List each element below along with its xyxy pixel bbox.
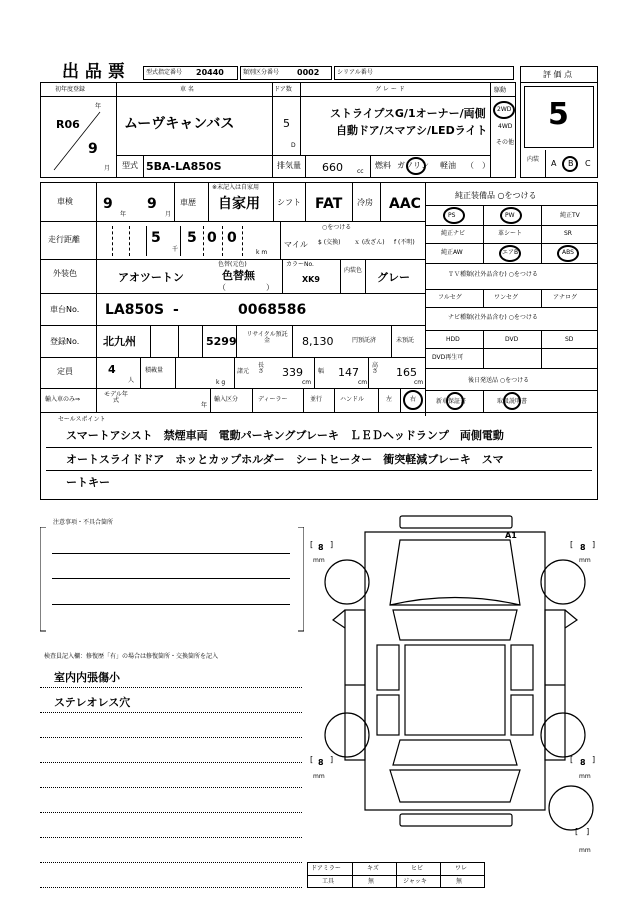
later-warranty: 新車保証書 xyxy=(436,398,467,405)
later-manual: 取扱説明書 xyxy=(497,398,528,405)
notes-line xyxy=(52,553,290,554)
mile-opt-unknown: f (不明) xyxy=(394,239,415,246)
drive-2wd: 2WD xyxy=(497,106,512,113)
grade-line-2: 自動ドア/スマアシ/LEDライト xyxy=(336,124,488,137)
type-label: 型式 xyxy=(122,161,138,170)
import-dealer: ディーラー xyxy=(258,396,288,403)
footer-mirror: ドアミラー xyxy=(311,865,341,872)
import-only-label: 輸入車のみ⇒ xyxy=(45,396,81,403)
shift-value: FAT xyxy=(315,196,343,212)
fuel-gasoline: ガソリン xyxy=(397,161,429,170)
footer-tools-value: 無 xyxy=(368,878,375,885)
km-unit: k m xyxy=(256,249,268,256)
navi-dvd: DVD xyxy=(505,336,519,343)
equip-abs: ABS xyxy=(562,249,574,256)
handle-label: ハンドル xyxy=(340,396,365,403)
tv-title: ＴＶ種類(社外品含む) ○をつける xyxy=(448,271,538,278)
ext-color-value: アオツートン xyxy=(118,271,184,284)
thousand-unit: 千 xyxy=(172,246,179,253)
dvd-label: DVD再生可 xyxy=(432,354,464,361)
shift-label: シフト xyxy=(277,198,301,207)
equip-pw-circle xyxy=(500,207,522,224)
equip-leather: 革シート xyxy=(498,230,523,237)
width-value: 147 xyxy=(338,366,359,379)
evaluation-label: 評 価 点 xyxy=(543,70,573,79)
mileage-digit-3: 5 xyxy=(151,230,161,246)
inspector-line-1: 室内内張傷小 xyxy=(54,671,120,684)
interior-grade-b: B xyxy=(568,159,574,168)
year-unit: 年 xyxy=(95,103,102,110)
selling-line-3: ートキー xyxy=(66,476,110,489)
handle-right-circle xyxy=(403,390,423,410)
int-color-value: グレー xyxy=(377,271,410,284)
mileage-note: ○をつける xyxy=(322,224,352,231)
equip-navi: 純正ナビ xyxy=(441,230,466,237)
mile-opt-tamper: ｘ (改ざん) xyxy=(354,239,385,246)
first-reg-label: 初年度登録 xyxy=(55,86,86,93)
form-title: 出 品 票 xyxy=(62,62,125,82)
cc-unit: cc xyxy=(357,168,364,175)
tread-front-left: 8 xyxy=(318,543,324,552)
interior-grade-c: C xyxy=(585,159,591,168)
notes-frame xyxy=(40,527,304,637)
inspection-year: 9 xyxy=(103,196,113,212)
mileage-label: 走行距離 xyxy=(48,235,80,244)
person-unit: 人 xyxy=(128,377,135,384)
fuel-label: 燃料 xyxy=(375,161,391,170)
grade-line-1: ストライプスG/1オーナー/両側 xyxy=(330,107,486,120)
doors-value: 5 xyxy=(283,117,290,130)
load-label: 積載量 xyxy=(145,367,164,374)
navi-sd: SD xyxy=(565,336,574,343)
handle-left: 左 xyxy=(386,396,393,403)
footer-tools: 工具 xyxy=(322,878,335,885)
footer-jack-value: 無 xyxy=(456,878,463,885)
door-d: D xyxy=(291,142,296,149)
first-reg-slash xyxy=(50,108,110,174)
car-name-label: 車 名 xyxy=(180,86,194,93)
plate-no: 5299 xyxy=(206,335,237,348)
later-title: 後日発送品 ○をつける xyxy=(468,377,530,384)
first-reg-month: 9 xyxy=(88,141,98,157)
width-label: 幅 xyxy=(318,368,325,375)
dims-label: 諸元 xyxy=(237,368,250,375)
length-value: 339 xyxy=(282,366,303,379)
repaint-label: 色替(元色) xyxy=(218,261,247,268)
recycle-value: 8,130 xyxy=(302,335,334,348)
equip-aw: 純正AW xyxy=(441,249,463,256)
mileage-digit-6: 0 xyxy=(227,230,237,246)
evaluation-score: 5 xyxy=(548,97,569,132)
history-value: 自家用 xyxy=(218,196,260,212)
model-year-label: モデル年式 xyxy=(104,391,128,404)
equip-pw: PW xyxy=(505,212,515,219)
type-value: 5BA-LA850S xyxy=(146,160,222,173)
interior-label: 内装 xyxy=(527,156,540,163)
tv-oneseg: ワンセグ xyxy=(494,294,519,301)
later-manual-circle xyxy=(503,392,521,410)
mile-opt-exchange: $ (交換) xyxy=(318,239,341,246)
selling-line-1: スマートアシスト 禁煙車両 電動パーキングブレーキ ＬＥＤヘッドランプ 両側電動 xyxy=(66,429,504,442)
drive-2wd-circle xyxy=(493,101,515,119)
inspection-month: 9 xyxy=(147,196,157,212)
displacement-value: 660 xyxy=(322,161,343,174)
model-year-unit: 年 xyxy=(201,402,208,409)
ac-label: 冷房 xyxy=(357,198,373,207)
ext-color-label: 外装色 xyxy=(53,269,77,278)
month-unit: 月 xyxy=(104,165,111,172)
tv-fullseg: フルセグ xyxy=(438,294,462,301)
equip-title: 純正装備品 ○をつける xyxy=(455,191,537,200)
capacity-label: 定員 xyxy=(57,367,73,376)
int-color-label: 内装色 xyxy=(344,267,363,274)
color-no-value: XK9 xyxy=(302,275,320,284)
first-reg-year: R06 xyxy=(56,118,80,131)
plate-label: 登録No. xyxy=(50,337,80,346)
import-parallel: 並行 xyxy=(310,396,323,403)
notes-line xyxy=(52,578,290,579)
drive-other: その他 xyxy=(496,139,515,146)
damage-code-a1: A1 xyxy=(505,531,517,540)
length-cm: cm xyxy=(302,379,312,386)
model-cert-label: 型式指定番号 xyxy=(146,69,183,76)
tread-front-right: 8 xyxy=(580,543,586,552)
insp-year-unit: 年 xyxy=(120,211,127,218)
later-warranty-circle xyxy=(446,392,464,410)
navi-title: ナビ種類(社外品含む) ○をつける xyxy=(448,314,538,321)
notes-line xyxy=(52,604,290,605)
width-cm: cm xyxy=(358,379,368,386)
repaint-value: 色替無 xyxy=(222,269,255,282)
footer-break: ワレ xyxy=(455,865,468,872)
capacity-value: 4 xyxy=(108,363,116,376)
fuel-diesel: 軽油 xyxy=(440,161,456,170)
tread-fr-mm: mm xyxy=(579,557,591,564)
inspector-label: 検査員記入欄：修復歴「有」の場合は修復箇所・交換箇所を記入 xyxy=(44,653,219,660)
tread-spare-mm: mm xyxy=(579,847,591,854)
inspection-label: 車検 xyxy=(57,197,73,206)
tv-analog: アナログ xyxy=(553,294,578,301)
equip-airbag: エアB xyxy=(502,249,519,256)
equip-abs-circle xyxy=(557,245,579,262)
tread-rear-right: 8 xyxy=(580,758,586,767)
model-cert-no: 20440 xyxy=(196,68,224,77)
height-cm: cm xyxy=(414,379,424,386)
serial-label: シリアル番号 xyxy=(337,69,373,76)
equip-ps-circle xyxy=(443,207,465,224)
chassis-no: 0068586 xyxy=(238,302,307,318)
recycle-label: リサイクル預託金 xyxy=(246,331,288,344)
mile-opt-mile: マイル xyxy=(284,240,308,249)
chassis-prefix: LA850S xyxy=(105,302,165,318)
class-label: 類別区分番号 xyxy=(243,69,280,76)
footer-scratch: キズ xyxy=(367,865,379,872)
mileage-digit-5: 0 xyxy=(207,230,217,246)
color-no-label: カラーNo. xyxy=(286,261,314,268)
equip-tv: 純正TV xyxy=(560,212,580,219)
tread-fl-mm: mm xyxy=(313,557,325,564)
mileage-digit-4: 5 xyxy=(187,230,197,246)
notes-label: 注意事項・不具合箇所 xyxy=(53,519,114,526)
insp-month-unit: 月 xyxy=(165,211,172,218)
interior-grade-a: A xyxy=(551,159,557,168)
footer-crack: ヒビ xyxy=(411,865,424,872)
drive-4wd: 4WD xyxy=(498,123,513,130)
length-label: 長さ xyxy=(258,362,265,375)
ac-value: AAC xyxy=(389,196,421,212)
inspector-line-2: ステレオレス穴 xyxy=(54,696,131,709)
drive-label: 駆動 xyxy=(494,87,507,94)
tread-rear-left: 8 xyxy=(318,758,324,767)
interior-grade-b-circle xyxy=(562,156,578,172)
selling-line-2: オートスライドドア ホッとカップホルダー シートヒーター 衝突軽減ブレーキ スマ xyxy=(66,453,504,466)
navi-hdd: HDD xyxy=(446,336,460,343)
plate-region: 北九州 xyxy=(103,335,136,348)
class-no: 0002 xyxy=(297,68,320,77)
chassis-dash: - xyxy=(173,302,179,318)
height-value: 165 xyxy=(396,366,417,379)
handle-right: 右 xyxy=(410,396,417,403)
recycle-status: 円預託済 xyxy=(352,337,377,344)
history-note: ※末記入は自家用 xyxy=(212,184,260,191)
selling-label: セールスポイント xyxy=(58,416,106,423)
equip-sr: SR xyxy=(564,230,572,237)
fuel-gasoline-circle xyxy=(406,157,426,175)
doors-label: ドア数 xyxy=(274,86,292,93)
car-diagram xyxy=(305,510,605,865)
recycle-not: 未預託 xyxy=(396,337,415,344)
history-label: 車歴 xyxy=(180,198,196,207)
equip-ps: PS xyxy=(448,212,456,219)
kg-unit: k g xyxy=(216,379,226,386)
tread-rr-mm: mm xyxy=(579,773,591,780)
grade-label: グ レ ー ド xyxy=(375,86,405,93)
height-label: 高さ xyxy=(372,362,379,375)
equip-airbag-circle xyxy=(499,245,521,262)
displacement-label: 排気量 xyxy=(277,161,301,170)
footer-jack: ジャッキ xyxy=(403,878,427,885)
tread-rl-mm: mm xyxy=(313,773,325,780)
chassis-label: 車台No. xyxy=(50,305,80,314)
import-type-label: 輸入区分 xyxy=(214,396,239,403)
car-name: ムーヴキャンバス xyxy=(124,116,235,132)
